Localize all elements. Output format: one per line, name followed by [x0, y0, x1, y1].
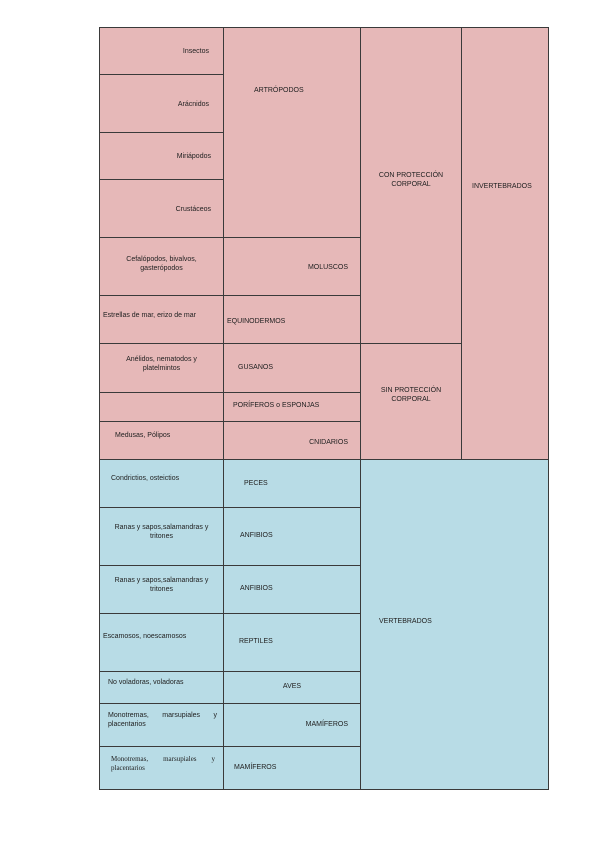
label-anfibios1-desc: Ranas y sapos,salamandras y tritones — [114, 524, 209, 540]
cell-moluscos — [223, 237, 361, 296]
cell-invertebrados — [461, 27, 549, 460]
cell-anfibios1 — [223, 507, 361, 566]
label-moluscos-desc: Cefalópodos, bivalvos, gasterópodos — [126, 256, 197, 272]
label-invertebrados: INVERTEBRADOS — [472, 183, 532, 190]
label-mamiferos1-desc: Monotremas, marsupiales y placentarios — [108, 712, 217, 728]
label-gusanos-desc: Anélidos, nematodos y platelmintos — [126, 356, 197, 372]
label-poriferos: PORÍFEROS o ESPONJAS — [233, 402, 320, 409]
label-reptiles-desc: Escamosos, noescamosos — [103, 633, 187, 640]
cell-artropodos — [223, 27, 361, 238]
cell-poriferos — [223, 392, 361, 422]
label-miriapodos: Miriápodos — [176, 153, 211, 160]
cell-equinodermos — [223, 295, 361, 344]
cell-anfibios2 — [223, 565, 361, 614]
label-moluscos: MOLUSCOS — [307, 264, 348, 271]
cell-reptiles — [223, 613, 361, 672]
label-aracnidos: Arácnidos — [177, 101, 209, 108]
label-insectos: Insectos — [182, 48, 209, 55]
label-con-proteccion: CON PROTECCIÓN CORPORAL — [378, 172, 444, 188]
cell-mamiferos2 — [223, 746, 361, 790]
cell-mamiferos2-desc — [99, 746, 224, 790]
cell-sin-proteccion — [360, 343, 462, 460]
cell-aves — [223, 671, 361, 704]
cell-reptiles-desc — [99, 613, 224, 672]
label-sin-proteccion: SIN PROTECCIÓN CORPORAL — [380, 387, 442, 403]
label-anfibios1: ANFIBIOS — [240, 532, 273, 539]
cell-peces — [223, 459, 361, 508]
cell-poriferos-desc — [99, 392, 224, 422]
cell-anfibios2-desc — [99, 565, 224, 614]
cell-peces-desc — [99, 459, 224, 508]
cell-insectos — [99, 27, 224, 75]
cell-mamiferos1-desc — [99, 703, 224, 747]
cell-crustaceos — [99, 179, 224, 238]
cell-equinodermos-desc — [99, 295, 224, 344]
label-mamiferos2: MAMÍFEROS — [234, 764, 277, 771]
label-cnidarios-desc: Medusas, Pólipos — [115, 432, 171, 439]
cell-cnidarios-desc — [99, 421, 224, 460]
label-mamiferos2-desc: Monotremas, marsupiales y placentarios — [111, 755, 215, 772]
label-equinodermos: EQUINODERMOS — [227, 318, 286, 325]
cell-anfibios1-desc — [99, 507, 224, 566]
cell-miriapodos — [99, 132, 224, 180]
cell-mamiferos1 — [223, 703, 361, 747]
cell-vertebrados — [360, 459, 549, 790]
label-reptiles: REPTILES — [239, 638, 273, 645]
cell-aves-desc — [99, 671, 224, 704]
label-aves-desc: No voladoras, voladoras — [108, 679, 184, 686]
label-crustaceos: Crustáceos — [175, 206, 211, 213]
cell-gusanos — [223, 343, 361, 393]
cell-aracnidos — [99, 74, 224, 133]
cell-cnidarios — [223, 421, 361, 460]
cell-gusanos-desc — [99, 343, 224, 393]
cell-con-proteccion — [360, 27, 462, 344]
label-aves: AVES — [282, 683, 302, 690]
label-peces-desc: Condrictios, osteictios — [111, 475, 180, 482]
label-mamiferos1: MAMÍFEROS — [305, 721, 348, 728]
label-artropodos: ARTRÓPODOS — [254, 87, 304, 94]
label-gusanos: GUSANOS — [238, 364, 274, 371]
cell-moluscos-desc — [99, 237, 224, 296]
label-cnidarios: CNIDARIOS — [309, 439, 348, 446]
label-equinodermos-desc: Estrellas de mar, erizo de mar — [103, 312, 196, 319]
label-anfibios2-desc: Ranas y sapos,salamandras y tritones — [114, 577, 209, 593]
classification-table — [99, 27, 549, 790]
label-peces: PECES — [244, 480, 268, 487]
label-anfibios2: ANFIBIOS — [240, 585, 273, 592]
label-vertebrados: VERTEBRADOS — [379, 618, 432, 625]
